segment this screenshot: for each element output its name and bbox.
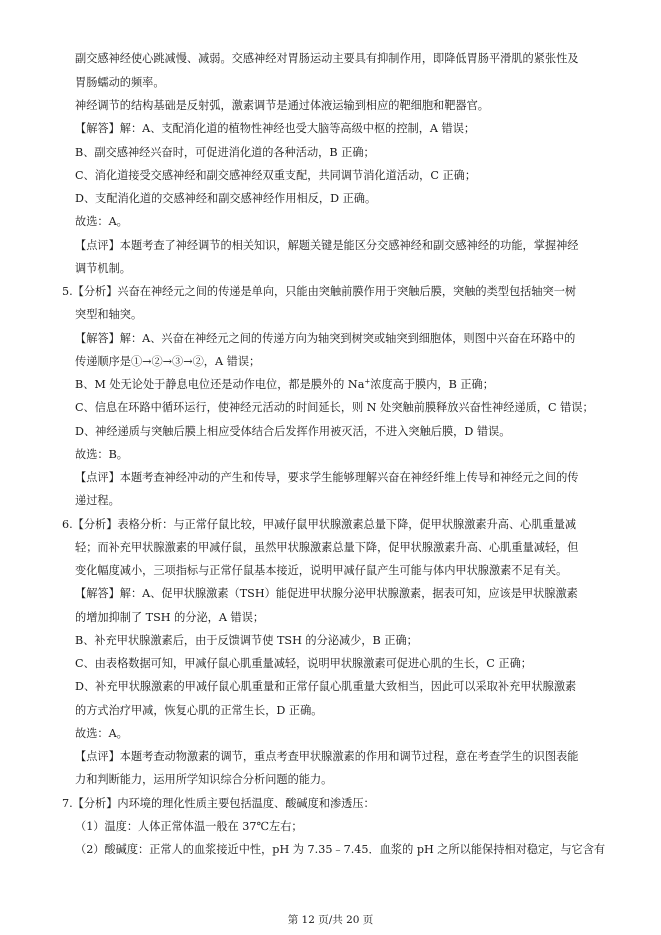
text-line: 调节机制。 <box>75 262 131 275</box>
text-line: 【点评】本题考查神经冲动的产生和传导，要求学生能够理解兴奋在神经纤维上传导和神经元之间的传 <box>75 471 579 484</box>
text-line: B、副交感神经兴奋时，可促进消化道的各种活动，B 正确； <box>75 146 375 159</box>
text-line <box>75 378 494 392</box>
question-5-analysis: 5.【分析】兴奋在神经元之间的传递是单向，只能由突触前膜作用于突触后膜，突触的类型包括轴突一树 <box>62 285 577 298</box>
text-line: 故选：B。 <box>75 448 128 461</box>
text-line: 轻；而补充甲状腺激素的甲减仔鼠，虽然甲状腺激素总量下降，促甲状腺激素升高、心肌重量减轻，但 <box>75 541 579 554</box>
text-line: 副交感神经使心跳减慢、减弱。交感神经对胃肠运动主要具有抑制作用，即降低胃肠平滑肌的紧张性及 <box>75 52 579 65</box>
text-line: 突型和轴突。 <box>75 308 143 321</box>
text-line: 递过程。 <box>75 494 120 507</box>
text-line: 【解答】解：A、促甲状腺激素（TSH）能促进甲状腺分泌甲状腺激素，据表可知，应该是甲状腺激素 <box>75 587 578 600</box>
text-line: 故选：A。 <box>75 727 128 740</box>
text-line: 故选：A。 <box>75 215 128 228</box>
text-line: B、补充甲状腺激素后，由于反馈调节使 TSH 的分泌减少，B 正确； <box>75 634 418 647</box>
text-line: 【解答】解：A、兴奋在神经元之间的传递方向为轴突到树突或轴突到细胞体，则图中兴奋在环路中的 <box>75 332 576 345</box>
text-line: C、消化道接受交感神经和副交感神经双重支配，共同调节消化道活动，C 正确； <box>75 169 477 182</box>
text-line: D、补充甲状腺激素的甲减仔鼠心肌重量和正常仔鼠心肌重量大致相当，因此可以采取补充甲状腺激素 <box>75 680 577 693</box>
text-line: 的增加抑制了 TSH 的分泌，A 错误； <box>75 611 265 624</box>
text-line: （1）温度：人体正常体温一般在 37℃左右； <box>75 820 303 833</box>
superscript: + <box>364 377 371 386</box>
page-footer: 第 12 页/共 20 页 <box>287 914 374 926</box>
text-line: 【点评】本题考查了神经调节的相关知识，解题关键是能区分交感神经和副交感神经的功能，掌握神经 <box>75 239 579 252</box>
text-line: 力和判断能力，运用所学知识综合分析问题的能力。 <box>75 773 333 786</box>
text-line: 的方式治疗甲减，恢复心肌的正常生长，D 正确。 <box>75 704 323 717</box>
text-line: C、信息在环路中循环运行，使神经元活动的时间延长，则 N 处突触前膜释放兴奋性神经递质，C 错误； <box>75 401 594 414</box>
text-line: D、支配消化道的交感神经和副交感神经作用相反，D 正确。 <box>75 192 377 205</box>
text-line: 神经调节的结构基础是反射弧，激素调节是通过体液运输到相应的靶细胞和靶器官。 <box>75 99 489 112</box>
text-line: （2）酸碱度：正常人的血浆接近中性，pH 为 7.35﹣7.45．血浆的 pH 之所以能保持相对稳定，与它含有 <box>75 843 606 856</box>
text-line: 胃肠蠕动的频率。 <box>75 76 165 89</box>
question-7-analysis: 7.【分析】内环境的理化性质主要包括温度、酸碱度和渗透压： <box>62 797 375 810</box>
text-segment: 浓度高于膜内，B 正确； <box>370 378 494 391</box>
text-line: C、由表格数据可知，甲减仔鼠心肌重量减轻，说明甲状腺激素可促进心肌的生长，C 正确； <box>75 657 532 670</box>
text-line: 【解答】解：A、支配消化道的植物性神经也受大脑等高级中枢的控制，A 错误； <box>75 122 476 135</box>
text-line: 【点评】本题考查动物激素的调节，重点考查甲状腺激素的作用和调节过程，意在考查学生的识图表能 <box>75 750 579 763</box>
question-6-analysis: 6.【分析】表格分析：与正常仔鼠比较，甲减仔鼠甲状腺激素总量下降，促甲状腺激素升高、心肌重量减 <box>62 518 577 531</box>
text-segment: B、M 处无论处于静息电位还是动作电位，都是膜外的 Na <box>75 378 365 391</box>
text-line: 变化幅度减小，三项指标与正常仔鼠基本接近，说明甲减仔鼠产生可能与体内甲状腺激素不足有关。 <box>75 564 568 577</box>
text-line: D、神经递质与突触后膜上相应受体结合后发挥作用被灭活，不进入突触后膜，D 错误。 <box>75 425 511 438</box>
text-line: 传递顺序是①→②→③→②，A 错误； <box>75 355 261 368</box>
